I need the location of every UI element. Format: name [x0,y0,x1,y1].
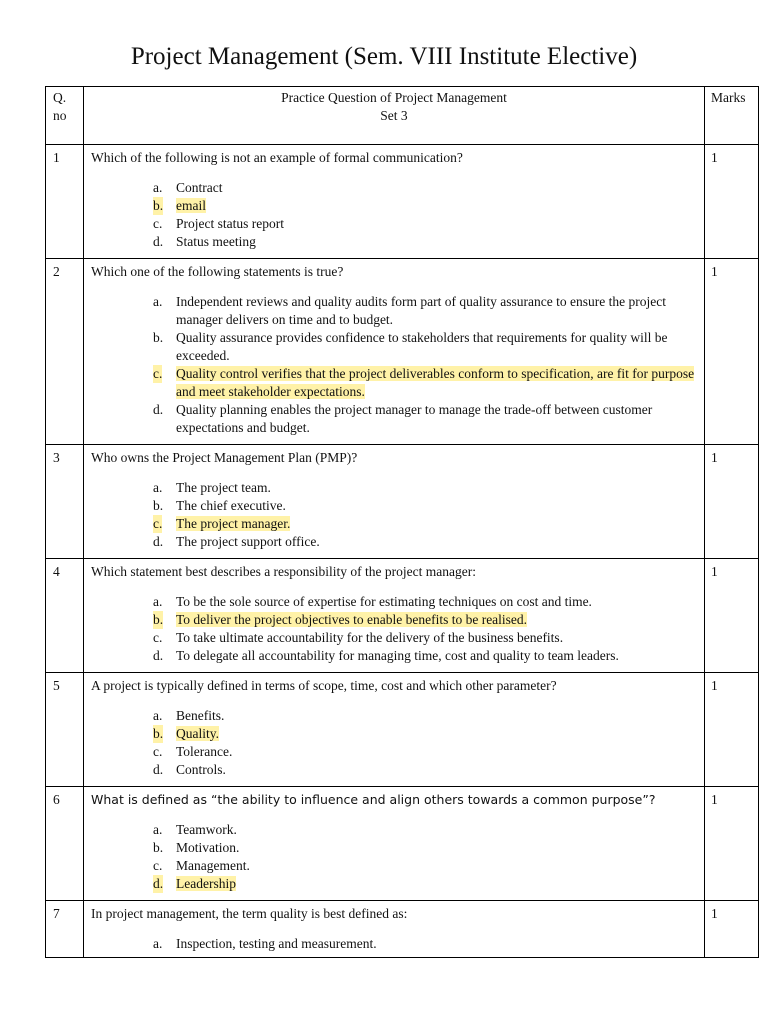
option-letter: a. [153,708,163,723]
option-text: Controls. [176,762,226,777]
option-letter: c. [153,744,163,759]
option-item [91,479,698,497]
marks-value: 1 [705,145,759,259]
option-text: Quality planning enables the project manager to manage the trade-off between customer expectations and budget. [176,402,653,435]
option-item [91,857,698,875]
option-list [91,179,698,251]
option-letter: d. [153,762,164,777]
option-list [91,293,698,437]
option-item [91,233,698,251]
question-number: 1 [46,145,84,259]
qno-header-line1: Q. [53,90,67,105]
question-cell [84,445,705,559]
question-text: A project is typically defined in terms of scope, time, cost and which other parameter? [91,678,557,693]
question-text: Which of the following is not an example of formal communication? [91,150,463,165]
option-letter: c. [153,366,163,381]
question-text: Which one of the following statements is true? [91,264,344,279]
option-item [91,293,698,329]
question-text: What is defined as “the ability to influence and align others towards a common purpose”? [91,792,656,807]
option-letter: c. [153,630,163,645]
option-item [91,365,698,401]
option-text: To take ultimate accountability for the delivery of the business benefits. [176,630,564,645]
question-cell [84,259,705,445]
question-number: 2 [46,259,84,445]
option-text: Motivation. [176,840,240,855]
option-letter: b. [153,198,164,213]
option-text: Inspection, testing and measurement. [176,936,377,951]
option-letter: b. [153,840,164,855]
option-item [91,401,698,437]
option-item [91,179,698,197]
marks-value: 1 [705,559,759,673]
option-letter: a. [153,180,163,195]
option-letter: c. [153,216,163,231]
option-text: Benefits. [176,708,225,723]
option-item [91,629,698,647]
table-header-row [46,87,759,145]
option-text: Leadership [176,876,236,891]
option-letter: a. [153,294,163,309]
table-heading-line2: Set 3 [380,108,408,123]
option-item [91,497,698,515]
option-list [91,479,698,551]
option-list [91,593,698,665]
option-text: The project support office. [176,534,320,549]
qno-header [46,87,84,145]
table-row [46,259,759,445]
marks-header: Marks [705,87,759,145]
marks-value: 1 [705,787,759,901]
question-cell [84,901,705,958]
question-cell [84,559,705,673]
option-item [91,533,698,551]
question-text: Who owns the Project Management Plan (PMP)? [91,450,358,465]
option-letter: d. [153,402,164,417]
option-item [91,215,698,233]
option-list [91,707,698,779]
option-text: email [176,198,206,213]
question-text: Which statement best describes a responsibility of the project manager: [91,564,477,579]
option-text: Teamwork. [176,822,237,837]
option-text: The chief executive. [176,498,286,513]
option-text: The project team. [176,480,271,495]
option-item [91,515,698,533]
option-item [91,329,698,365]
option-letter: b. [153,330,164,345]
question-text: In project management, the term quality is best defined as: [91,906,408,921]
table-row [46,673,759,787]
table-heading-line1: Practice Question of Project Management [281,90,507,105]
option-text: Contract [176,180,223,195]
table-row [46,445,759,559]
option-item [91,743,698,761]
option-letter: d. [153,876,164,891]
question-number: 7 [46,901,84,958]
option-letter: a. [153,594,163,609]
option-item [91,611,698,629]
qno-header-line2: no [53,108,67,123]
option-text: The project manager. [176,516,291,531]
option-item [91,839,698,857]
option-letter: d. [153,648,164,663]
page-title: Project Management (Sem. VIII Institute Elective) [130,43,638,70]
option-text: Quality. [176,726,219,741]
table-row [46,145,759,259]
option-letter: d. [153,534,164,549]
option-item [91,821,698,839]
option-text: To deliver the project objectives to enable benefits to be realised. [176,612,528,627]
option-letter: b. [153,726,164,741]
option-text: Status meeting [176,234,256,249]
option-letter: a. [153,480,163,495]
option-letter: c. [153,858,163,873]
option-item [91,761,698,779]
option-letter: b. [153,612,164,627]
option-letter: c. [153,516,163,531]
option-text: Management. [176,858,250,873]
table-row [46,901,759,958]
option-list [91,935,698,953]
question-number: 3 [46,445,84,559]
question-number: 4 [46,559,84,673]
option-text: Tolerance. [176,744,233,759]
option-item [91,875,698,893]
question-cell [84,145,705,259]
question-number: 6 [46,787,84,901]
question-cell [84,787,705,901]
option-item [91,725,698,743]
marks-value: 1 [705,673,759,787]
option-text: Quality control verifies that the project deliverables conform to specification, are fit for purpose and meet stakeholder expectations. [176,366,695,399]
option-item [91,197,698,215]
question-number: 5 [46,673,84,787]
option-text: Quality assurance provides confidence to stakeholders that requirements for quality will be exceeded. [176,330,668,363]
option-letter: a. [153,822,163,837]
question-cell [84,673,705,787]
option-list [91,821,698,893]
option-item [91,935,698,953]
table-row [46,787,759,901]
option-letter: b. [153,498,164,513]
option-text: Independent reviews and quality audits form part of quality assurance to ensure the project manager delivers on time and to budget. [176,294,666,327]
option-text: Project status report [176,216,284,231]
option-letter: d. [153,234,164,249]
option-text: To be the sole source of expertise for estimating techniques on cost and time. [176,594,592,609]
table-heading [84,87,705,145]
marks-value: 1 [705,901,759,958]
option-item [91,647,698,665]
table-row [46,559,759,673]
option-text: To delegate all accountability for managing time, cost and quality to team leaders. [176,648,619,663]
option-item [91,593,698,611]
marks-value: 1 [705,445,759,559]
question-table [45,86,759,958]
option-item [91,707,698,725]
marks-value: 1 [705,259,759,445]
option-letter: a. [153,936,163,951]
